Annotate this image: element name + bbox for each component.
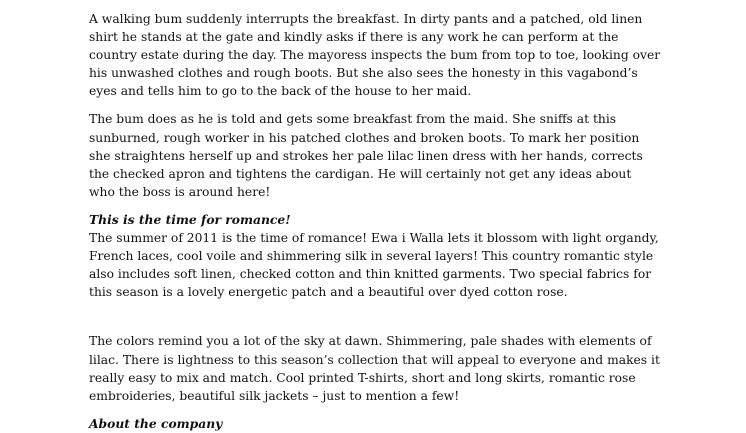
paragraph-summer-collection: The summer of 2011 is the time of romance! Ewa i Walla lets it blossom with light organdy, French laces, cool voile and shimmering silk in several layers! This country romantic style also includes soft linen, checked cotton and thin knitted garments. Two special fabrics for this season is a lovely energetic patch and a beautiful over dyed cotton rose. [89, 231, 659, 300]
heading-about-company: About the company [89, 415, 223, 431]
heading-romance: This is the time for romance! [89, 211, 291, 227]
blank-line [89, 301, 661, 332]
paragraph-bum-arrives: A walking bum suddenly interrupts the breakfast. In dirty pants and a patched, old linen shirt he stands at the gate and kindly asks if there is any work he can perform at the country estate during the day. The mayoress inspects the bum from top to toe, looking over his unwashed clothes and rough boots. But she also sees the honesty in this vagabond’s eyes and tells him to go to the back of the house to her maid. [89, 12, 661, 99]
document-body [89, 10, 661, 433]
paragraph-colors: The colors remind you a lot of the sky at dawn. Shimmering, pale shades with elements of lilac. There is lightness to this season’s collection that will appeal to everyone and makes it really easy to mix and match. Cool printed T-shirts, short and long skirts, romantic rose embroideries, beautiful silk jackets – just to mention a few! [89, 334, 660, 403]
paragraph-maid-breakfast: The bum does as he is told and gets some breakfast from the maid. She sniffs at this sunburned, rough worker in his patched clothes and broken boots. To mark her position she straightens herself up and strokes her pale lilac linen dress with her hands, corrects the checked apron and tightens the cardigan. He will certainly not get any ideas about who the boss is around here! [89, 112, 643, 199]
